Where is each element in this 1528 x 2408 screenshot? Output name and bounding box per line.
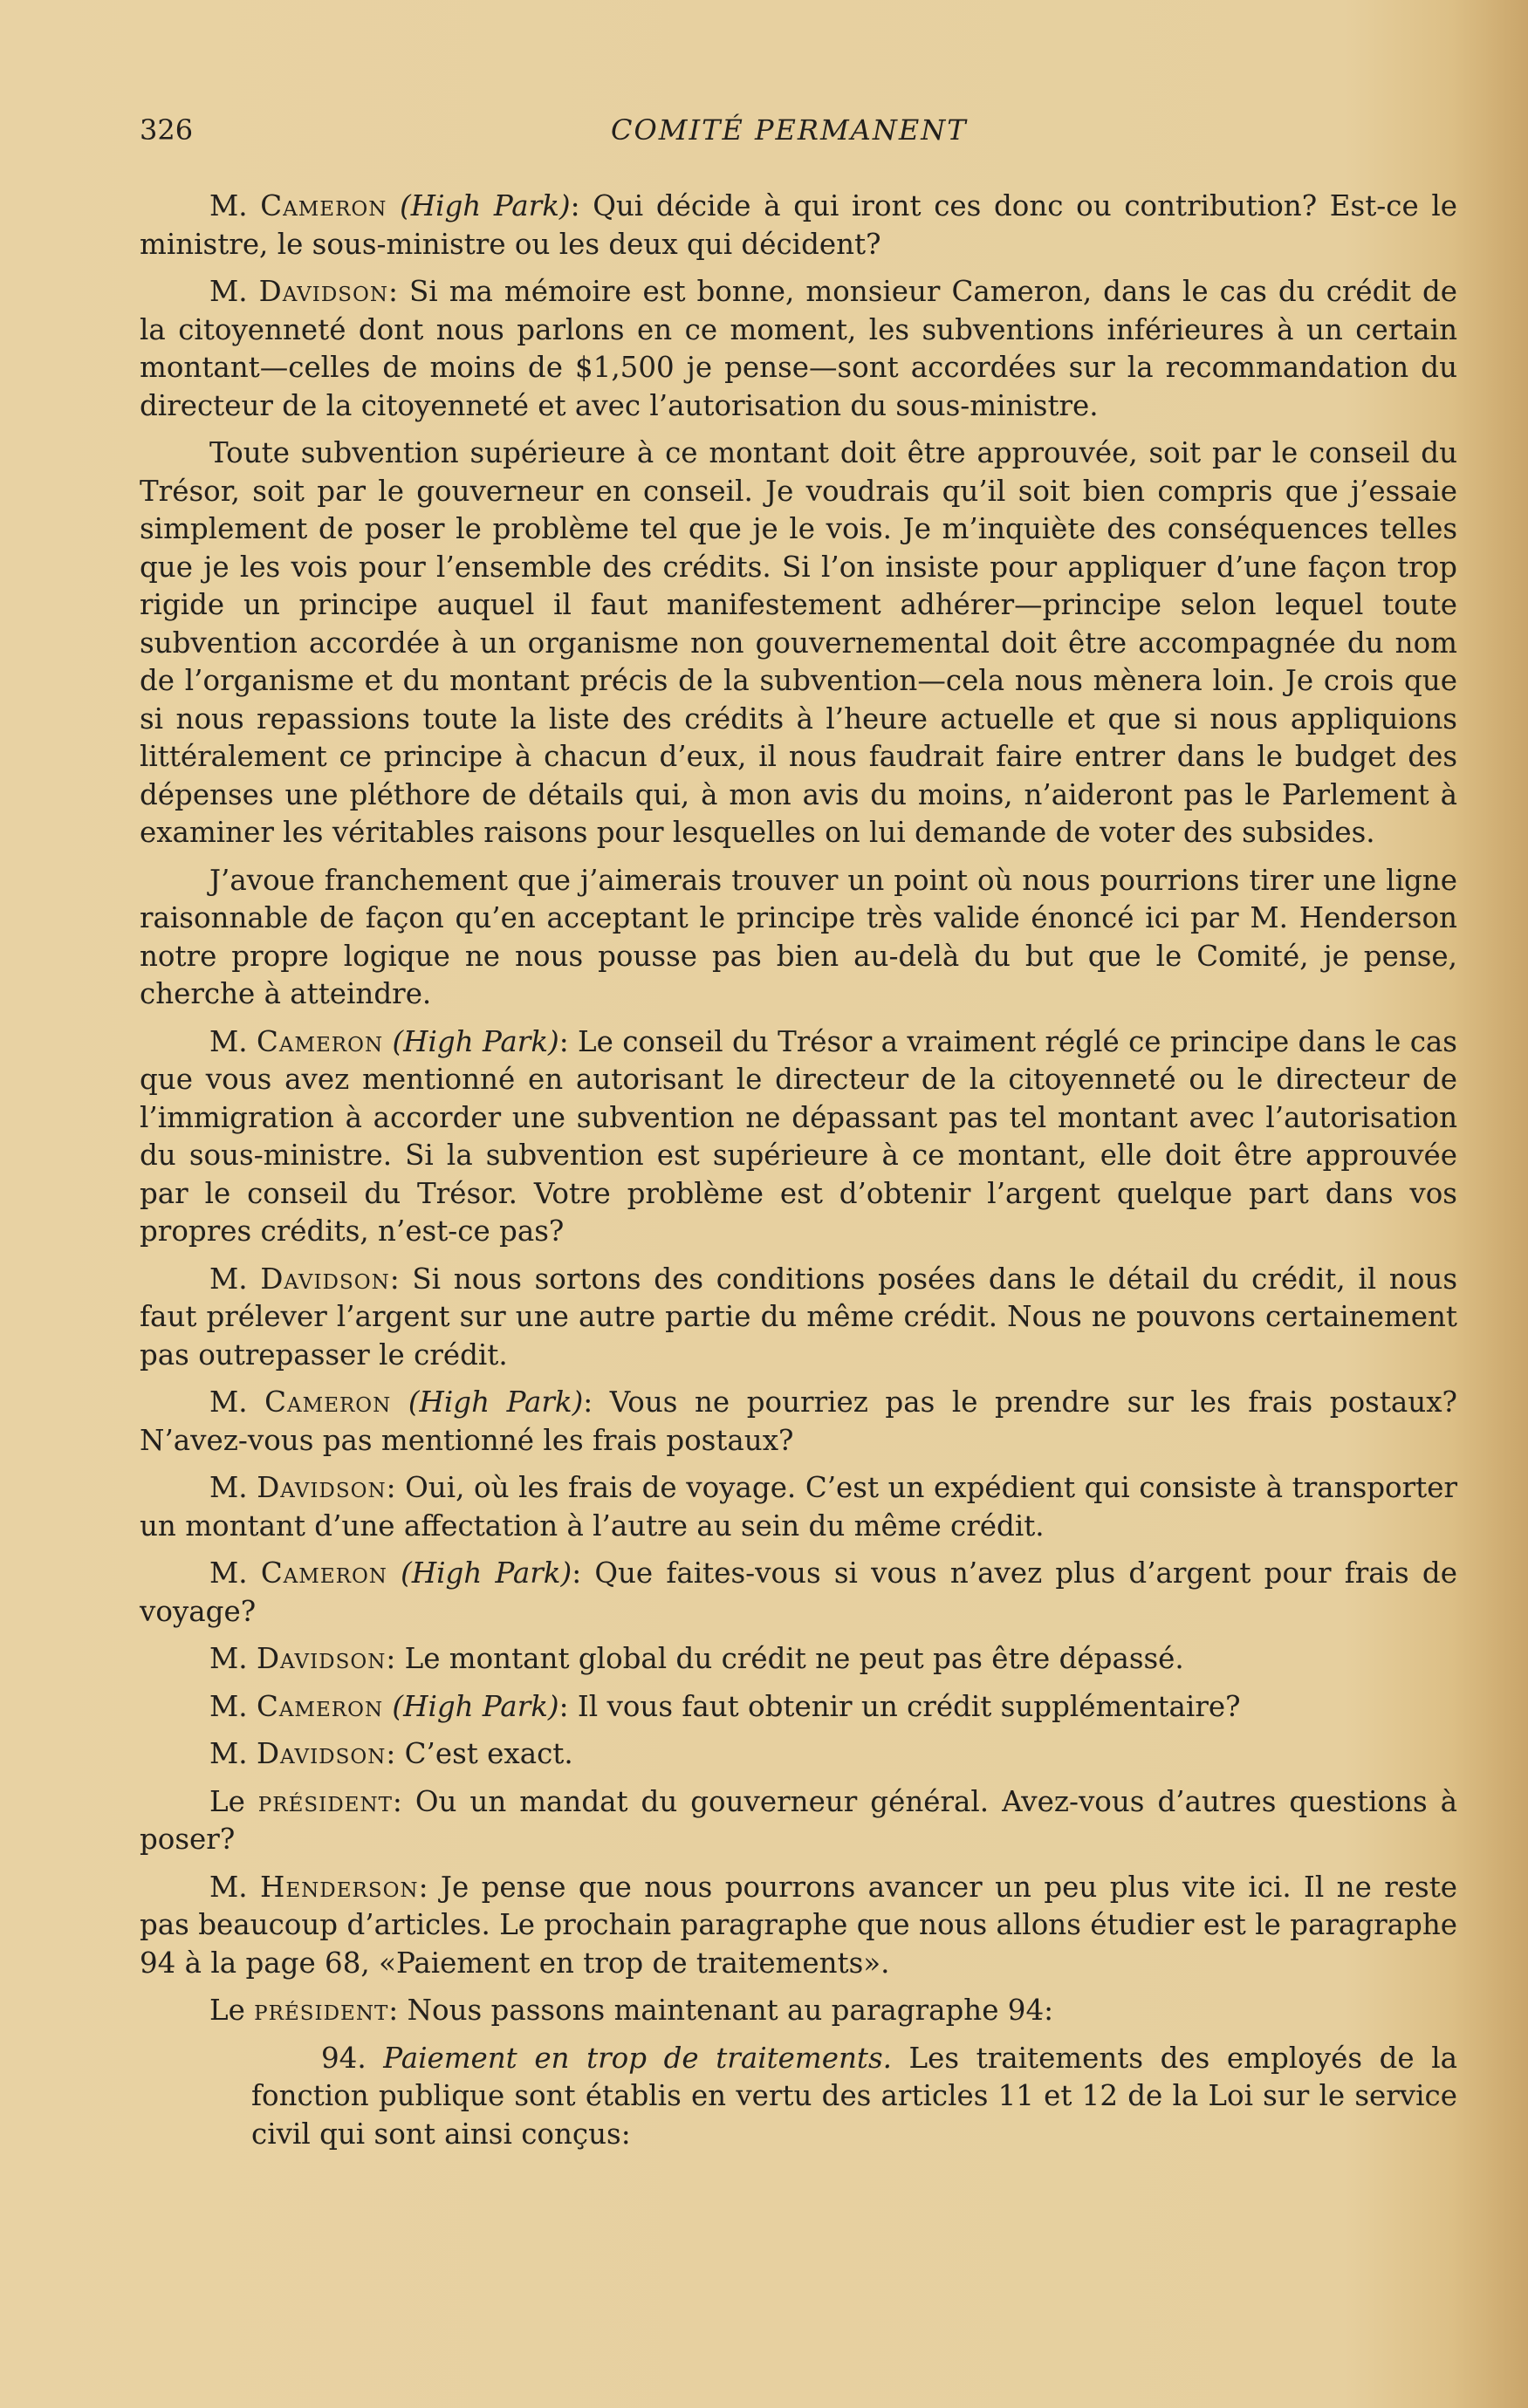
speaker-prefix: M. [209,1024,248,1058]
speaker-name: Davidson [258,275,389,308]
text-paragraph [140,434,1457,852]
paragraph-text: C’est exact. [395,1737,573,1770]
speaker-prefix: M. [209,1689,248,1723]
running-head: COMITÉ PERMANENT [611,113,968,147]
speaker-colon: : [386,1737,396,1770]
speech-paragraph [140,188,1457,263]
speech-paragraph [140,1469,1457,1545]
speech-paragraph [140,1555,1457,1631]
speaker-name: Davidson [260,1262,390,1296]
speaker-name: Cameron [256,1689,384,1723]
speaker-colon: : [388,1994,399,2027]
speech-paragraph [140,1640,1457,1679]
paragraph-text: J’avoue franchement que j’aimerais trouver un point où nous pourrions tirer une ligne raisonnable de façon qu’en acceptant le principe très valide énoncé ici par M. Henderson notre propre logique ne nous pousse pas bien au-delà du but que le Comité, je pense, cherche à atteindre. [140,863,1457,1010]
speaker-riding: (High Park) [400,189,571,222]
speaker-colon: : [389,1262,400,1296]
speaker-colon: : [386,1471,396,1504]
speaker-name: président [257,1784,393,1818]
speaker-prefix: M. [209,1262,248,1296]
speech-paragraph [140,1261,1457,1375]
speaker-colon: : [418,1870,428,1904]
speaker-name: Davidson [256,1737,387,1770]
speech-paragraph [140,1735,1457,1774]
paragraph-text: Oui, où les frais de voyage. C’est un expédient qui consiste à transporter un montant d’une affectation à l’autre au sein du même crédit. [140,1471,1457,1543]
speaker-name: Cameron [260,189,387,222]
speaker-prefix: M. [209,1556,248,1590]
speaker-name: Davidson [256,1642,387,1675]
paragraph-text: Nous passons maintenant au paragraphe 94: [398,1994,1054,2027]
speaker-name: Cameron [264,1385,392,1419]
document-body [140,188,1457,2153]
paragraph-text: Si ma mémoire est bonne, monsieur Cameron, dans le cas du crédit de la citoyenneté dont nous parlons en ce moment, les subventions inférieures à un certain montant—celles de moins de $1,500 je pense—sont accordées sur la recommandation du directeur de la citoyenneté et avec l’autorisation du sous-ministre. [140,275,1457,422]
speech-paragraph [140,1992,1457,2030]
speaker-prefix: M. [209,1870,248,1904]
paragraph-text: Si nous sortons des conditions posées dans le détail du crédit, il nous faut prélever l’argent sur une autre partie du même crédit. Nous ne pouvons certainement pas outrepasser le crédit. [140,1262,1457,1372]
paragraph-text: Ou un mandat du gouverneur général. Avez-vous d’autres questions à poser? [140,1784,1457,1856]
speaker-name: Cameron [256,1024,384,1058]
speaker-colon: : [558,1024,569,1058]
speaker-name: Henderson [260,1870,419,1904]
paragraph-text: Vous ne pourriez pas le prendre sur les frais postaux? N’avez-vous pas mentionné les frais postaux? [140,1385,1457,1457]
speaker-colon: : [572,1556,582,1590]
speaker-colon: : [386,1642,396,1675]
speaker-prefix: M. [209,1642,248,1675]
speech-paragraph [140,1023,1457,1251]
speaker-colon: : [388,275,398,308]
page-header [140,113,1475,166]
speaker-prefix: Le [209,1994,245,2027]
page-number: 326 [140,113,194,147]
text-paragraph [140,862,1457,1014]
quote-text: Les traitements des employés de la fonction publique sont établis en vertu des articles 11 et 12 de la Loi sur le service civil qui sont ainsi conçus: [251,2041,1457,2151]
paragraph-text: Le montant global du crédit ne peut pas être dépassé. [395,1642,1184,1675]
speaker-name: Davidson [257,1471,387,1504]
speaker-colon: : [392,1784,402,1818]
paragraph-text: Il vous faut obtenir un crédit supplémentaire? [568,1689,1241,1723]
speaker-prefix: M. [209,1471,248,1504]
speaker-name: président [254,1994,389,2027]
speaker-prefix: Le [209,1784,245,1818]
paragraph-text: Le conseil du Trésor a vraiment réglé ce principe dans le cas que vous avez mentionné en autorisant le directeur de la citoyenneté ou le directeur de l’immigration à accorder une subvention ne dépassant pas tel montant avec l’autorisation du sous-ministre. Si la subvention est supérieure à ce montant, elle doit être approuvée par le conseil du Trésor. Votre problème est d’obtenir l’argent quelque part dans vos propres crédits, n’est-ce pas? [140,1024,1457,1248]
speaker-riding: (High Park) [392,1024,559,1058]
speech-paragraph [140,1869,1457,1983]
speaker-prefix: M. [209,1385,248,1419]
speaker-prefix: M. [209,189,248,222]
speaker-prefix: M. [209,275,248,308]
speaker-riding: (High Park) [392,1689,559,1723]
speech-paragraph [140,1688,1457,1727]
quote-title: Paiement en trop de traitements. [383,2041,892,2075]
speech-paragraph [140,1384,1457,1460]
paragraph-text: Toute subvention supérieure à ce montant doit être approuvée, soit par le conseil du Trésor, soit par le gouverneur en conseil. Je voudrais qu’il soit bien compris que j’essaie simplement de poser le problème tel que je le vois. Je m’inquiète des conséquences telles que je les vois pour l’ensemble des crédits. Si l’on insiste pour appliquer d’une façon trop rigide un principe auquel il faut manifestement adhérer—principe selon lequel toute subvention accordée à un organisme non gouvernemental doit être accompagnée du nom de l’organisme et du montant précis de la subvention—cela nous mènera loin. Je crois que si nous repassions toute la liste des crédits à l’heure actuelle et que si nous appliquions littéralement ce principe à chacun d’eux, il nous faudrait faire entrer dans le budget des dépenses une pléthore de détails qui, à mon avis du moins, n’aideront pas le Parlement à examiner les véritables raisons pour lesquelles on lui demande de voter des subsides. [140,436,1457,849]
quoted-paragraph [251,2040,1457,2154]
quote-number: 94. [321,2041,367,2075]
speaker-colon: : [570,189,580,222]
speaker-riding: (High Park) [401,1556,572,1590]
speaker-riding: (High Park) [408,1385,584,1419]
speaker-prefix: M. [209,1737,248,1770]
speech-paragraph [140,1783,1457,1859]
paragraph-text: Je pense que nous pourrons avancer un peu plus vite ici. Il ne reste pas beaucoup d’articles. Le prochain paragraphe que nous allons étudier est le paragraphe 94 à la page 68, «Paiement en trop de traitements». [140,1870,1457,1980]
speaker-colon: : [558,1689,569,1723]
speaker-colon: : [583,1385,593,1419]
speaker-name: Cameron [260,1556,387,1590]
paragraph-text: Qui décide à qui iront ces donc ou contribution? Est-ce le ministre, le sous-ministre ou les deux qui décident? [140,189,1457,261]
paragraph-text: Que faites-vous si vous n’avez plus d’argent pour frais de voyage? [140,1556,1457,1628]
speech-paragraph [140,273,1457,425]
